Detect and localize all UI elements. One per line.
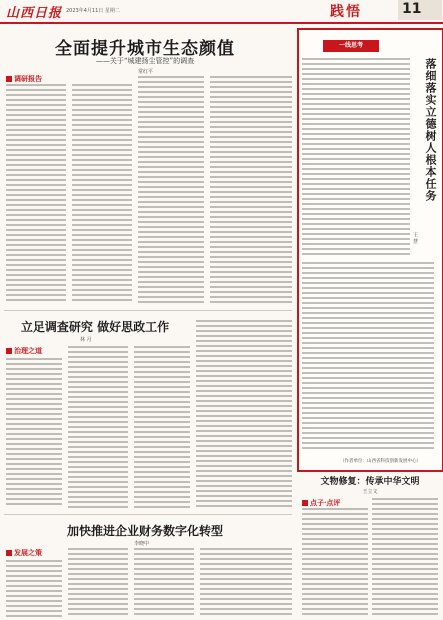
kicker-square-icon bbox=[6, 550, 12, 556]
divider bbox=[4, 514, 292, 515]
article2-text-col2 bbox=[68, 346, 128, 508]
article2-text-col3 bbox=[134, 346, 190, 508]
article2-text-col1 bbox=[6, 358, 62, 508]
dateline: 2023年4月11日 星期二 bbox=[66, 8, 120, 14]
page-number: 11 bbox=[402, 1, 422, 17]
sidebar-text-top bbox=[302, 58, 410, 258]
article1-kicker: 调研报告 bbox=[6, 74, 42, 84]
bottom-right-author: 王立文 bbox=[362, 489, 378, 495]
article1-text-col4 bbox=[210, 76, 292, 304]
article2-kicker: 治理之道 bbox=[6, 346, 42, 356]
article1-byline: 常红平 bbox=[138, 69, 154, 75]
sidebar-label: 一线思考 bbox=[323, 40, 379, 52]
article3-text-col3 bbox=[134, 548, 194, 618]
article2-text-col4 bbox=[196, 320, 292, 508]
article3-title: 加快推进企业财务数字化转型 bbox=[66, 524, 223, 538]
article3-kicker: 发展之策 bbox=[6, 548, 42, 558]
sidebar-footer: （作者单位：山西省科技创新发展中心） bbox=[340, 459, 421, 464]
article1-subtitle: ——关于“城建扬尘管控”的调查 bbox=[95, 57, 195, 65]
article1-text-col3 bbox=[138, 76, 204, 304]
divider bbox=[4, 310, 292, 311]
article1-text-col2 bbox=[72, 84, 132, 304]
section-title: 践悟 bbox=[330, 4, 362, 20]
article1-title: 全面提升城市生态颜值 bbox=[55, 39, 235, 59]
article3-text-col2 bbox=[68, 548, 128, 618]
kicker-square-icon bbox=[6, 76, 12, 82]
article3-text-col4 bbox=[200, 548, 292, 618]
article3-text-col1 bbox=[6, 560, 62, 618]
bottom-right-kicker: 点子·点评 bbox=[302, 498, 340, 508]
kicker-square-icon bbox=[6, 348, 12, 354]
sidebar-author: 王 慧 bbox=[412, 232, 418, 244]
kicker-square-icon bbox=[302, 500, 308, 506]
bottom-right-text-col1 bbox=[302, 508, 368, 618]
article2-byline: 林 月 bbox=[80, 337, 92, 343]
article1-text-col1 bbox=[6, 84, 66, 304]
sidebar-title: 落细落实立德树人根本任务 bbox=[424, 58, 437, 202]
article3-byline: 李晓中 bbox=[134, 541, 150, 547]
bottom-right-title: 文物修复：传承中华文明 bbox=[320, 477, 420, 487]
article2-title: 立足调查研究 做好思政工作 bbox=[20, 320, 170, 334]
paper-name: 山西日报 bbox=[6, 6, 63, 21]
bottom-right-text-col2 bbox=[372, 498, 438, 618]
sidebar-text-bottom bbox=[302, 262, 434, 452]
